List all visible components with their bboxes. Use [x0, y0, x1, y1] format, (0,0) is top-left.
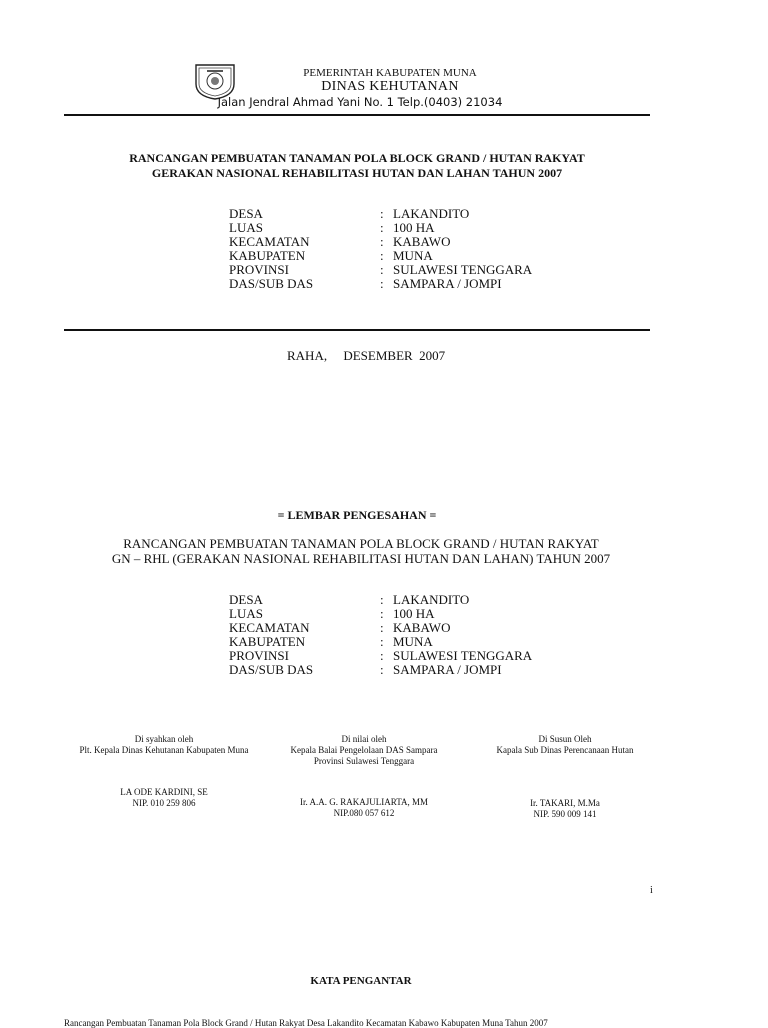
- field-row: [229, 607, 532, 621]
- field-value: 100 HA: [393, 606, 435, 621]
- field-row: [229, 621, 532, 635]
- field-key: PROVINSI: [229, 262, 289, 277]
- field-row: [229, 263, 532, 277]
- field-value: MUNA: [393, 248, 433, 263]
- cover-title-line2: GERAKAN NASIONAL REHABILITASI HUTAN DAN LAHAN TAHUN 2007: [151, 166, 563, 180]
- signatory-nip: NIP.080 057 612: [333, 808, 395, 818]
- signatory-evaluator: [264, 734, 464, 819]
- field-colon: :: [380, 620, 384, 635]
- field-key: LUAS: [229, 606, 263, 621]
- approval-title-line2: GN – RHL (GERAKAN NASIONAL REHABILITASI HUTAN DAN LAHAN) TAHUN 2007: [111, 551, 611, 566]
- field-value: MUNA: [393, 634, 433, 649]
- signatory-position: Plt. Kepala Dinas Kehutanan Kabupaten Muna: [79, 745, 249, 755]
- foreword-heading: KATA PENGANTAR: [310, 975, 412, 987]
- field-value: KABAWO: [393, 620, 451, 635]
- field-key: LUAS: [229, 220, 263, 235]
- field-colon: :: [380, 648, 384, 663]
- field-colon: :: [380, 234, 384, 249]
- field-row: [229, 663, 532, 677]
- signatory-name: Ir. A.A. G. RAKAJULIARTA, MM: [300, 797, 428, 807]
- field-key: DESA: [229, 592, 263, 607]
- field-value: SAMPARA / JOMPI: [393, 662, 502, 677]
- field-key: KECAMATAN: [229, 234, 310, 249]
- signatory-compiler: [465, 734, 665, 820]
- approval-title: [64, 536, 658, 566]
- field-value: SAMPARA / JOMPI: [393, 276, 502, 291]
- field-row: [229, 249, 532, 263]
- field-key: KABUPATEN: [229, 634, 306, 649]
- field-row: [229, 277, 532, 291]
- signatory-nip: NIP. 590 009 141: [533, 809, 597, 819]
- approval-fields: [229, 593, 532, 677]
- header-government: PEMERINTAH KABUPATEN MUNA: [303, 67, 477, 79]
- field-colon: :: [380, 276, 384, 291]
- field-value: KABAWO: [393, 234, 451, 249]
- approval-heading: = LEMBAR PENGESAHAN =: [277, 508, 437, 522]
- field-colon: :: [380, 206, 384, 221]
- field-row: [229, 235, 532, 249]
- field-colon: :: [380, 606, 384, 621]
- signatory-name: LA ODE KARDINI, SE: [120, 787, 208, 797]
- page-number: i: [650, 885, 653, 896]
- field-value: SULAWESI TENGGARA: [393, 262, 533, 277]
- signatory-province: Provinsi Sulawesi Tenggara: [313, 756, 415, 766]
- signatory-role: Di nilai oleh: [341, 734, 387, 744]
- foreword-first-line: Rancangan Pembuatan Tanaman Pola Block Grand / Hutan Rakyat Desa Lakandito Kecamatan Kabawo Kabupaten Muna Tahun 2007: [64, 1018, 548, 1028]
- cover-title-line1: RANCANGAN PEMBUATAN TANAMAN POLA BLOCK GRAND / HUTAN RAKYAT: [129, 151, 585, 165]
- field-value: SULAWESI TENGGARA: [393, 648, 533, 663]
- field-colon: :: [380, 248, 384, 263]
- field-row: [229, 221, 532, 235]
- signatory-role: Di syahkan oleh: [134, 734, 194, 744]
- field-colon: :: [380, 634, 384, 649]
- field-row: [229, 649, 532, 663]
- cover-divider: [64, 329, 650, 331]
- field-key: KABUPATEN: [229, 248, 306, 263]
- field-row: [229, 593, 532, 607]
- signatory-position: Kapala Sub Dinas Perencanaan Hutan: [496, 745, 634, 755]
- header-divider: [64, 114, 650, 116]
- field-key: DAS/SUB DAS: [229, 276, 314, 291]
- field-row: [229, 635, 532, 649]
- field-colon: :: [380, 262, 384, 277]
- signatory-role: Di Susun Oleh: [538, 734, 592, 744]
- signatory-position: Kepala Balai Pengelolaan DAS Sampara: [290, 745, 438, 755]
- cover-title: [64, 151, 650, 181]
- field-row: [229, 207, 532, 221]
- cover-date: RAHA, DESEMBER 2007: [287, 348, 446, 363]
- field-value: LAKANDITO: [393, 206, 470, 221]
- signatory-ratifier: [64, 734, 264, 809]
- approval-title-line1: RANCANGAN PEMBUATAN TANAMAN POLA BLOCK GRAND / HUTAN RAKYAT: [123, 536, 599, 551]
- field-key: PROVINSI: [229, 648, 289, 663]
- header-address: Jalan Jendral Ahmad Yani No. 1 Telp.(0403) 21034: [217, 95, 503, 109]
- field-value: LAKANDITO: [393, 592, 470, 607]
- field-colon: :: [380, 220, 384, 235]
- cover-fields: [229, 207, 532, 291]
- field-key: DAS/SUB DAS: [229, 662, 314, 677]
- field-key: DESA: [229, 206, 263, 221]
- field-key: KECAMATAN: [229, 620, 310, 635]
- field-colon: :: [380, 592, 384, 607]
- signatory-nip: NIP. 010 259 806: [132, 798, 196, 808]
- header-department: DINAS KEHUTANAN: [321, 79, 459, 94]
- field-value: 100 HA: [393, 220, 435, 235]
- field-colon: :: [380, 662, 384, 677]
- signatory-name: Ir. TAKARI, M.Ma: [530, 798, 600, 808]
